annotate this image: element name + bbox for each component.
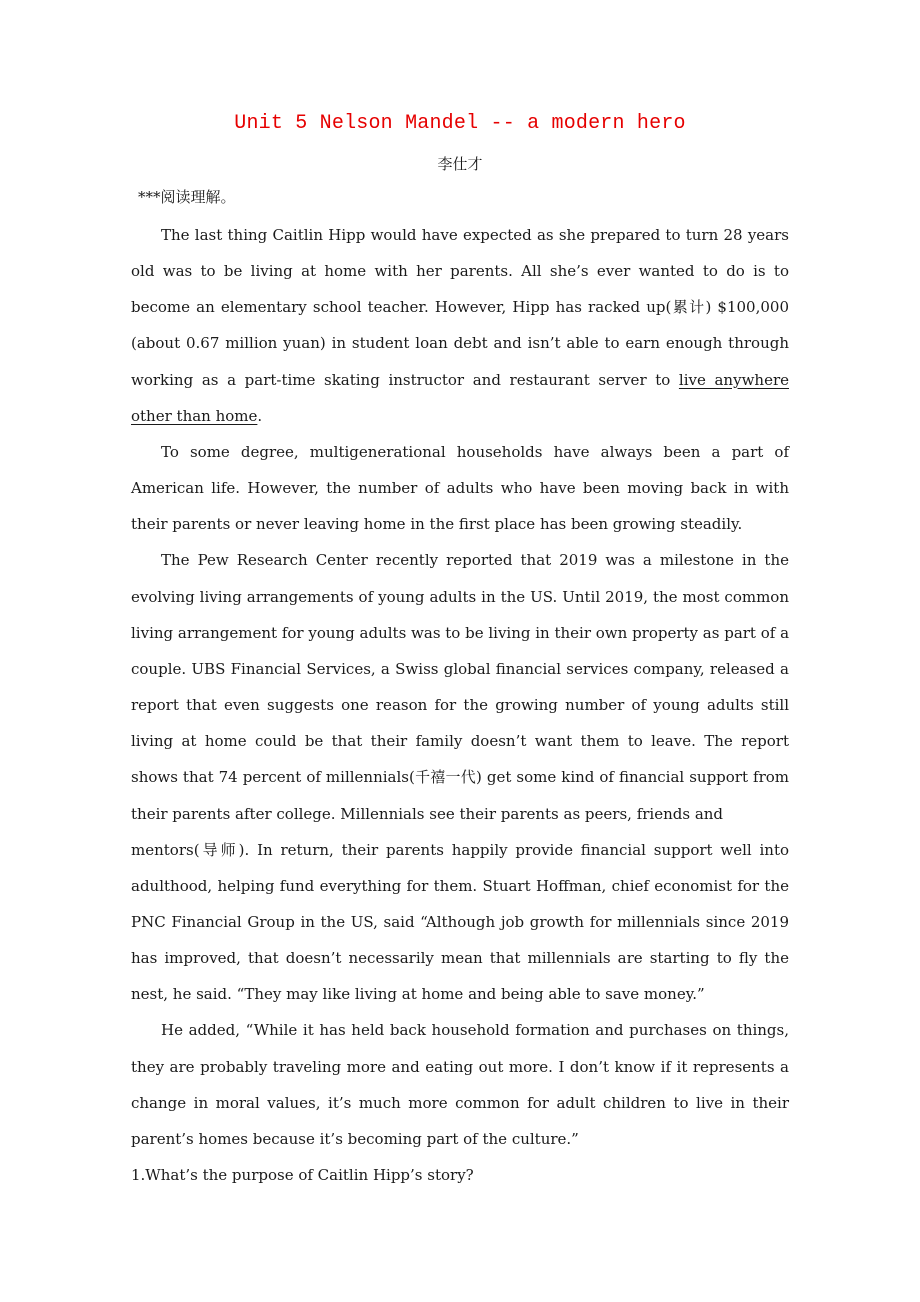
p3-text-b: mentors(导师). In return, their parents happily provide financial support well into [131, 840, 789, 859]
p3-text-a: The Pew Research Center recently reported that 2019 was a milestone in the evolving living arrangements of young adults in the US. Until 2019, the most common living arrangement for young adults was to be living in their own property as part of a couple. UBS Financial Services, a Swiss global financial services company, released a report that even suggests one reason for the growing number of young adults still living at home could be that their family doesn’t want them to leave. The report shows that 74 percent of millennials(千禧一代) get some kind of financial support from their parents after college. Millennials see their parents as peers, friends and [131, 551, 790, 823]
underlined-phrase: live anywhere other than home [131, 370, 789, 425]
page-title: Unit 5 Nelson Mandel -- a modern hero [234, 112, 686, 135]
paragraph-2: To some degree, multigenerational households have always been a part of American life. However, the number of adults who have been moving back in with their parents or never leaving home in the first place has been growing steadily. [131, 442, 789, 534]
paragraph-4: He added, “While it has held back household formation and purchases on things, they are probably traveling more and eating out more. I don’t know if it represents a change in moral values, it’s much more common for adult children to live in their parent’s homes because it’s becoming part of the culture.” [131, 1021, 789, 1148]
p1-text: The last thing Caitlin Hipp would have expected as she prepared to turn 28 years old was to be living at home with her parents. All she’s ever wanted to do is to become an elementary school teacher. However, Hipp has racked up(累计) $100,000 (about 0.67 million yuan) in student loan debt and isn’t able to earn enough through working as a part-time skating instructor and restaurant server to [131, 226, 789, 389]
section-label: ***阅读理解。 [138, 188, 236, 206]
p3-text-c: adulthood, helping fund everything for them. Stuart Hoffman, chief economist for the PNC Financial Group in the US, said “Although job growth for millennials since 2019 has improved, that doesn’t necessarily mean that millennials are starting to fly the nest, he said. “They may like living at home and being able to save money.” [131, 876, 789, 1004]
paragraph-1 [131, 217, 789, 434]
question-1: 1.What’s the purpose of Caitlin Hipp’s story? [131, 1166, 474, 1185]
paragraph-3 [131, 542, 789, 1012]
p1-end: . [257, 406, 263, 425]
reading-passage [131, 217, 789, 1193]
author-name: 李仕才 [437, 155, 483, 173]
